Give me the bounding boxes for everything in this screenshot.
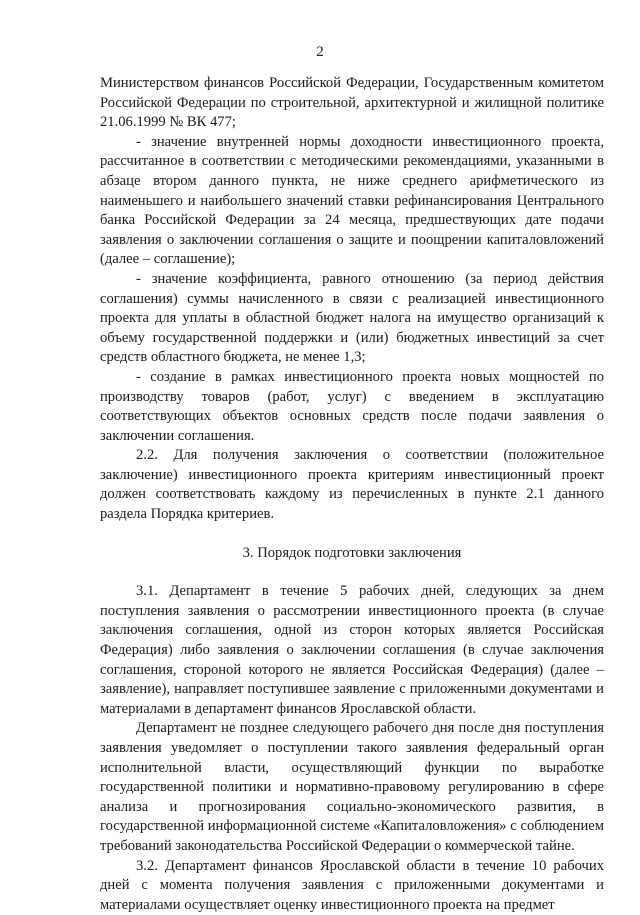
- paragraph-department-notification: Департамент не позднее следующего рабочего дня после дня поступления заявления уведомляет о поступлении такого заявления федеральный орган исполнительной власти, осуществляющий функции по выработке государственной политики и нормативно-правовому регулированию в сфере анализа и прогнозирования социально-экономического развития, в государственной информационной системе «Капиталовложения» с соблюдением требований законодательства Российской Федерации о коммерческой тайне.: [100, 720, 604, 854]
- paragraph-irr-criterion: - значение внутренней нормы доходности инвестиционного проекта, рассчитанное в соответствии с методическими рекомендациями, указанными в абзаце втором данного пункта, не ниже среднего арифметического из наименьшего и наибольшего значений ставки рефинансирования Центрального банка Российской Федерации за 24 месяца, предшествующих дате подачи заявления о заключении соглашения о защите и поощрении капиталовложений (далее – соглашение);: [100, 133, 604, 268]
- paragraph-coefficient-criterion: - значение коэффициента, равного отношению (за период действия соглашения) суммы начисленного в связи с реализацией инвестиционного проекта для уплаты в областной бюджет налога на имущество организаций к объему государственной поддержки и (или) бюджетных инвестиций за счет средств областного бюджета, не менее 1,3;: [100, 270, 604, 366]
- paragraph-capacity-criterion: - создание в рамках инвестиционного проекта новых мощностей по производству товаров (работ, услуг) с введением в эксплуатацию соответствующих объектов основных средств после подачи заявления о заключении соглашения.: [100, 368, 604, 444]
- paragraph-3-2: 3.2. Департамент финансов Ярославской области в течение 10 рабочих дней с момента получения заявления с приложенными документами и материалами осуществляет оценку инвестиционного проекта на предмет: [100, 857, 604, 913]
- paragraph-2-2: 2.2. Для получения заключения о соответствии (положительное заключение) инвестиционного проекта критериям инвестиционный проект должен соответствовать каждому из перечисленных в пункте 2.1 данного раздела Порядка критериев.: [100, 447, 604, 523]
- paragraph-3-1: 3.1. Департамент в течение 5 рабочих дней, следующих за днем поступления заявления о рассмотрении инвестиционного проекта (в случае заключения соглашения, одной из сторон которых является Российская Федерация) либо заявления о заключении соглашения (в случае заключения соглашения, стороной которого не является Российская Федерация) (далее – заявление), направляет поступившее заявление с приложенными документами и материалами в департамент финансов Ярославской области.: [100, 583, 604, 717]
- paragraph-ministry-continuation: Министерством финансов Российской Федерации, Государственным комитетом Российской Федерации по строительной, архитектурной и жилищной политике 21.06.1999 № ВК 477;: [100, 75, 604, 131]
- page-number: 2: [316, 44, 324, 60]
- section-heading-3: 3. Порядок подготовки заключения: [242, 544, 462, 561]
- document-body: [100, 74, 604, 915]
